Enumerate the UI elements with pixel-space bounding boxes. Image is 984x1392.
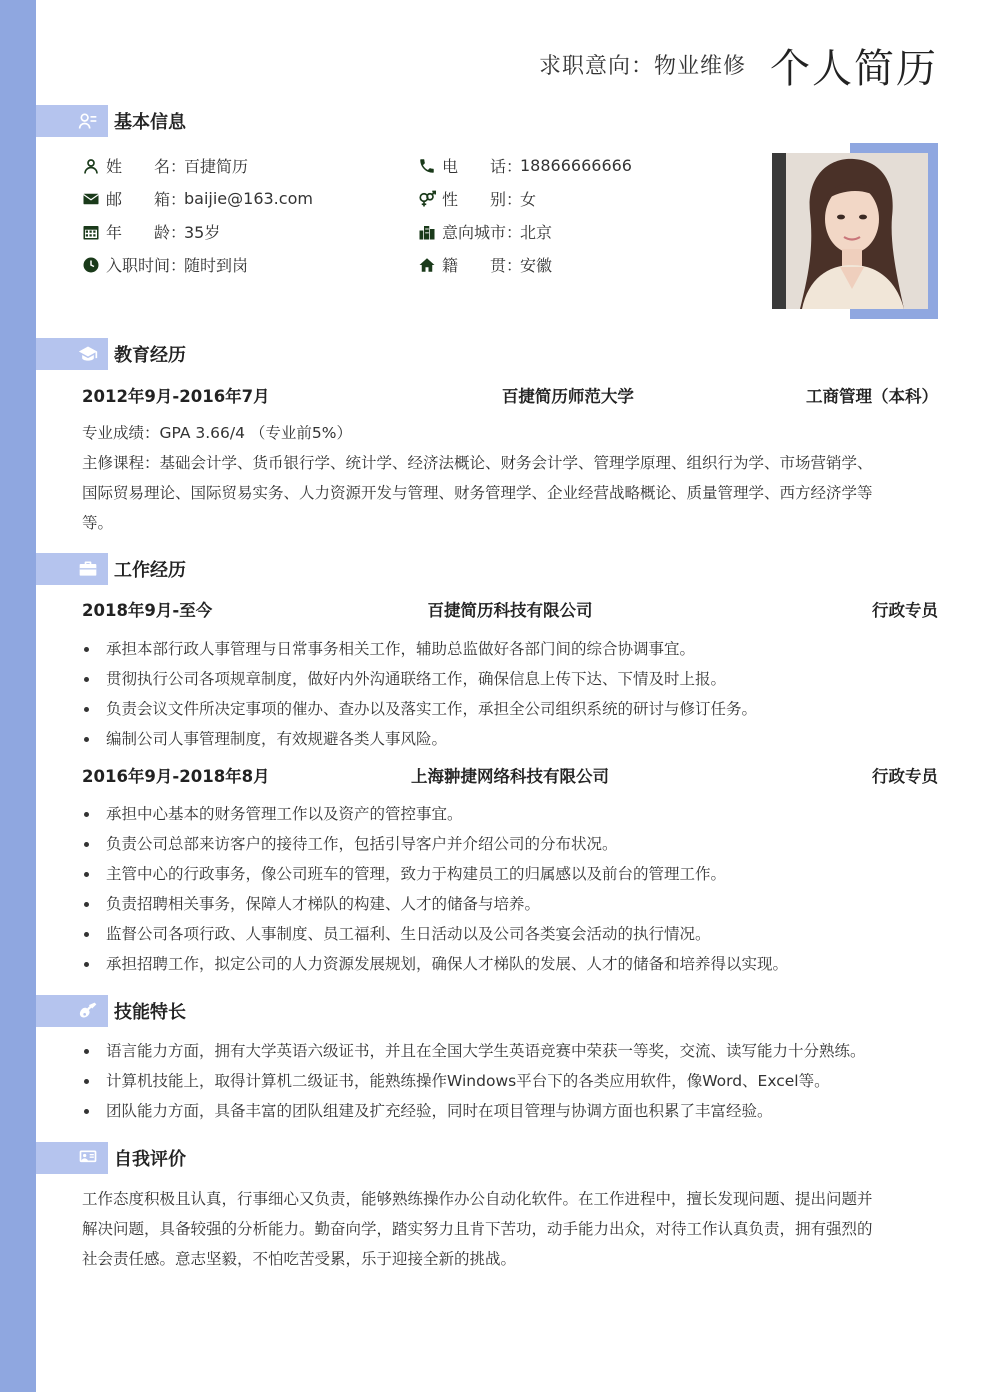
section-title: 自我评价 [114, 1149, 186, 1170]
profile-icon [78, 111, 98, 131]
info-email: 邮 箱： baijie@163.com [82, 187, 418, 210]
info-phone: 电 话： 18866666666 [418, 154, 632, 177]
list-item: 团队能力方面，具备丰富的团队组建及扩充经验，同时在项目管理与协调方面也积累了丰富经验。 [82, 1096, 938, 1126]
list-item: 负责会议文件所决定事项的催办、查办以及落实工作，承担全公司组织系统的研讨与修订任务。 [82, 694, 938, 724]
info-grid [36, 149, 776, 281]
presentation-icon [78, 1148, 98, 1168]
list-item: 编制公司人事管理制度，有效规避各类人事风险。 [82, 724, 938, 754]
list-item: 承担招聘工作，拟定公司的人力资源发展规划，确保人才梯队的发展、人才的储备和培养得以实现。 [82, 949, 938, 979]
edu-period: 2012年9月-2016年7月 [82, 387, 270, 406]
briefcase-icon [78, 559, 98, 579]
edu-courses-line: 国际贸易理论、国际贸易实务、人力资源开发与管理、财务管理学、企业经营战略概论、质量管理学、西方经济学等 [82, 484, 873, 502]
info-hometown: 籍 贯： 安徽 [418, 253, 552, 276]
job-duties [82, 634, 938, 754]
section-header [36, 105, 938, 137]
edu-school: 百捷简历师范大学 [501, 387, 634, 406]
home-icon [418, 256, 436, 274]
section-work [36, 553, 938, 979]
self-eval-line: 社会责任感。意志坚毅，不怕吃苦受累，乐于迎接全新的挑战。 [82, 1250, 517, 1268]
page-title: 个人简历 [770, 46, 938, 92]
job-period: 2016年9月-2018年8月 [82, 767, 270, 786]
info-start-time: 入职时间： 随时到岗 [82, 253, 418, 276]
profile-photo-wrap [772, 143, 938, 319]
calendar-icon [82, 223, 100, 241]
section-title: 技能特长 [114, 1002, 186, 1023]
skills-list [82, 1036, 938, 1126]
graduation-cap-icon [78, 344, 98, 364]
list-item: 计算机技能上，取得计算机二级证书，能熟练操作Windows平台下的各类应用软件，像Word、Excel等。 [82, 1066, 938, 1096]
section-title: 教育经历 [114, 345, 186, 366]
education-entry [82, 382, 938, 412]
list-item: 主管中心的行政事务，像公司班车的管理，致力于构建员工的归属感以及前台的管理工作。 [82, 859, 938, 889]
section-skills [36, 995, 938, 1126]
info-city: 意向城市： 北京 [418, 220, 552, 243]
edu-courses-line: 主修课程：基础会计学、货币银行学、统计学、经济法概论、财务会计学、管理学原理、组织行为学、市场营销学、 [82, 454, 873, 472]
edu-major: 工商管理（本科） [806, 387, 938, 406]
phone-icon [418, 157, 436, 175]
job-role: 行政专员 [872, 767, 938, 786]
section-title: 基本信息 [114, 112, 186, 133]
section-header [36, 338, 938, 370]
info-age: 年 龄： 35岁 [82, 220, 418, 243]
mail-icon [82, 190, 100, 208]
job-role: 行政专员 [872, 601, 938, 620]
section-title: 工作经历 [114, 560, 186, 581]
section-header [36, 1142, 938, 1174]
section-header [36, 995, 938, 1027]
info-name: 姓 名： 百捷简历 [82, 154, 418, 177]
edu-courses-line: 等。 [82, 514, 114, 532]
list-item: 负责公司总部来访客户的接待工作，包括引导客户并介绍公司的分布状况。 [82, 829, 938, 859]
job-period: 2018年9月-至今 [82, 601, 213, 620]
city-icon [418, 223, 436, 241]
job-entry [82, 596, 938, 626]
info-gender: 性 别： 女 [418, 187, 536, 210]
person-icon [82, 157, 100, 175]
section-education [36, 338, 938, 538]
portrait-illustration [772, 153, 928, 309]
job-intent: 求职意向：物业维修 [538, 54, 746, 79]
list-item: 监督公司各项行政、人事制度、员工福利、生日活动以及公司各类宴会活动的执行情况。 [82, 919, 938, 949]
section-header [36, 553, 938, 585]
left-accent-bar [0, 0, 36, 1392]
edu-score: 专业成绩：GPA 3.66/4 （专业前5%） [82, 424, 353, 442]
list-item: 承担中心基本的财务管理工作以及资产的管控事宜。 [82, 799, 938, 829]
guitar-icon [78, 1001, 98, 1021]
job-company: 上海翀捷网络科技有限公司 [411, 767, 609, 786]
self-eval-line: 解决问题，具备较强的分析能力。勤奋向学，踏实努力且肯下苦功，动手能力出众，对待工作认真负责，拥有强烈的 [82, 1220, 873, 1238]
clock-icon [82, 256, 100, 274]
profile-photo [772, 153, 928, 309]
page-header [539, 38, 938, 94]
job-company: 百捷简历科技有限公司 [427, 601, 593, 620]
job-entry [82, 762, 938, 792]
list-item: 语言能力方面，拥有大学英语六级证书，并且在全国大学生英语竞赛中荣获一等奖，交流、读写能力十分熟练。 [82, 1036, 938, 1066]
list-item: 承担本部行政人事管理与日常事务相关工作，辅助总监做好各部门间的综合协调事宜。 [82, 634, 938, 664]
gender-icon [418, 190, 436, 208]
self-eval-line: 工作态度积极且认真，行事细心又负责，能够熟练操作办公自动化软件。在工作进程中，擅长发现问题、提出问题并 [82, 1190, 873, 1208]
section-self-evaluation [36, 1142, 938, 1274]
section-basic-info [36, 105, 938, 320]
job-duties [82, 799, 938, 979]
list-item: 贯彻执行公司各项规章制度，做好内外沟通联络工作，确保信息上传下达、下情及时上报。 [82, 664, 938, 694]
list-item: 负责招聘相关事务，保障人才梯队的构建、人才的储备与培养。 [82, 889, 938, 919]
